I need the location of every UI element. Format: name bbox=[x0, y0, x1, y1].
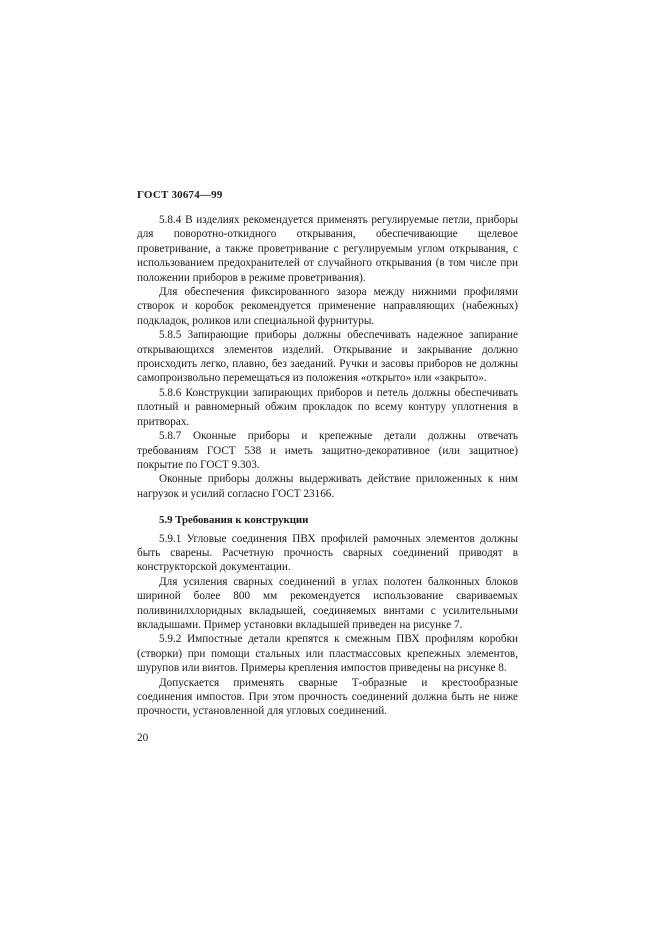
page-number: 20 bbox=[137, 732, 149, 744]
document-code-header: ГОСТ 30674—99 bbox=[137, 189, 223, 201]
paragraph-5-8-4: 5.8.4 В изделиях рекомендуется применять регулируемые петли, приборы для поворотно-откидного открывания, обеспечивающие щелевое проветривание, а также проветривание с регулируемым углом открывания, с использованием предохранителей от случайного открывания (в том числе при положении приборов в режиме проветривания). bbox=[137, 214, 518, 284]
paragraph-5-8-5: 5.8.5 Запирающие приборы должны обеспечивать надежное запирание открывающихся элементов изделий. Открывание и закрывание должно происходить легко, плавно, без заеданий. Ручки и засовы приборов не должны самопроизвольно перемещаться из положения «открыто» или «закрыто». bbox=[137, 329, 518, 385]
paragraph-impost-welds: Допускается применять сварные Т-образные и крестообразные соединения импостов. При этом прочность соединений должна быть не ниже прочности, установленной для угловых соединений. bbox=[137, 676, 518, 718]
paragraph-5-8-6: 5.8.6 Конструкции запирающих приборов и петель должны обеспечивать плотный и равномерный обжим прокладок по всему контуру уплотнения в притворах. bbox=[137, 386, 518, 428]
document-body bbox=[137, 213, 518, 719]
section-title-5-9: 5.9 Требования к конструкции bbox=[159, 514, 309, 527]
paragraph-gap-fixing: Для обеспечения фиксированного зазора между нижними профилями створок и коробок рекомендуется применение направляющих (набежных) подкладок, роликов или специальной фурнитуры. bbox=[137, 286, 518, 327]
paragraph-loads: Оконные приборы должны выдерживать действие приложенных к ним нагрузок и усилий согласно ГОСТ 23166. bbox=[137, 473, 518, 500]
paragraph-weld-reinforcement: Для усиления сварных соединений в углах полотен балконных блоков шириной более 800 мм рекомендуется использование свариваемых поливинилхлоридных вкладышей, соединяемых винтами с усилительными вкладышами. Пример установки вкладышей приведен на рисунке 7. bbox=[137, 575, 518, 631]
paragraph-5-8-7: 5.8.7 Оконные приборы и крепежные детали должны отвечать требованиям ГОСТ 538 и иметь защитно-декоративное (или защитное) покрытие по ГОСТ 9.303. bbox=[137, 430, 518, 471]
paragraph-5-9-1: 5.9.1 Угловые соединения ПВХ профилей рамочных элементов должны быть сварены. Расчетную прочность сварных соединений приводят в конструкторской документации. bbox=[137, 532, 518, 574]
paragraph-5-9-2: 5.9.2 Импостные детали крепятся к смежным ПВХ профилям коробки (створки) при помощи стальных или пластмассовых крепежных элементов, шурупов или винтов. Примеры крепления импостов приведены на рисунке 8. bbox=[137, 633, 518, 675]
